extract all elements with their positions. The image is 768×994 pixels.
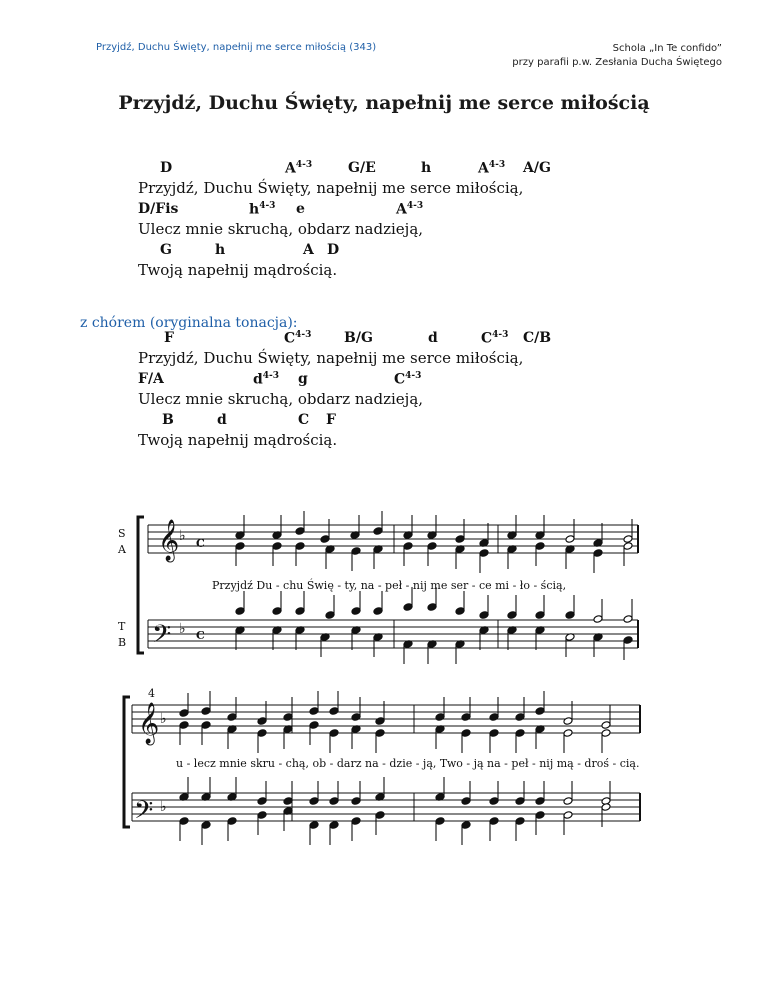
chord: $C^{4-3}$ [481, 330, 509, 347]
sheet-music-score [0, 505, 768, 845]
chord: d [217, 412, 227, 428]
lyric-line: Przyjdź, Duchu Święty, napełnij me serce miłością, [138, 179, 524, 197]
measure-number: 4 [148, 687, 155, 700]
chord: G [160, 242, 172, 258]
header-song-reference: Przyjdź, Duchu Święty, napełnij me serce miłością (343) [96, 42, 377, 53]
chord: e [296, 201, 305, 217]
chord: $d^{4-3}$ [253, 371, 280, 388]
chord: A [303, 242, 314, 258]
chord: g [298, 371, 308, 387]
label-alto: A [118, 543, 126, 556]
score-lyrics-system-2: u - lecz mnie skru - chą, ob - darz na - dzie - ją, Two - ją na - peł - nij mą - droś - cią. [176, 757, 640, 770]
chord: $C^{4-3}$ [394, 371, 422, 388]
chord: D [160, 160, 173, 176]
chord: h [421, 160, 432, 176]
header-schola-name: Schola „In Te confido” [612, 43, 722, 54]
bass-clef-icon: 𝄢 [152, 620, 172, 655]
lyric-line: Przyjdź, Duchu Święty, napełnij me serce miłością, [138, 349, 524, 367]
chord: F/A [138, 371, 164, 387]
chord: $A^{4-3}$ [396, 201, 424, 218]
system-bracket [138, 517, 144, 653]
flat-icon: ♭ [179, 529, 186, 544]
label-bass: B [118, 636, 127, 649]
verse-block-2 [138, 328, 552, 451]
chord: $h^{4-3}$ [249, 201, 276, 218]
song-title: Przyjdź, Duchu Święty, napełnij me serce miłością [118, 92, 650, 114]
chord: $A^{4-3}$ [285, 160, 313, 177]
chord-line [138, 328, 552, 348]
chord-line [138, 199, 523, 219]
chord: C/B [523, 330, 552, 346]
lyric-line: Twoją napełnij mądrością. [138, 431, 338, 449]
chord: $C^{4-3}$ [284, 330, 312, 347]
chord: G/E [348, 160, 376, 176]
lyric-line: Ulecz mnie skruchą, obdarz nadzieją, [138, 390, 424, 408]
score-lyrics-system-1: Przyjdź Du - chu Świę - ty, na - peł - nij me ser - ce mi - ło - ścią, [212, 579, 567, 592]
chord-line [138, 240, 523, 260]
treble-clef-icon: 𝄞 [138, 703, 160, 744]
time-signature: C [196, 629, 205, 642]
chord: F [164, 330, 174, 346]
chord-line [138, 369, 523, 389]
time-signature: C [196, 537, 205, 550]
flat-icon: ♭ [160, 800, 167, 815]
chord-line [138, 158, 551, 178]
chord: F [326, 412, 336, 428]
chord: B/G [344, 330, 373, 346]
chord: d [428, 330, 438, 346]
flat-icon: ♭ [179, 622, 186, 637]
flat-icon: ♭ [160, 712, 167, 727]
chord: D/Fis [138, 201, 179, 217]
chord: h [215, 242, 226, 258]
chord: $A^{4-3}$ [478, 160, 506, 177]
chord: C [298, 412, 310, 428]
chord-line [138, 410, 523, 430]
lyric-line: Twoją napełnij mądrością. [138, 261, 338, 279]
verse-block-1 [138, 158, 551, 281]
header-parish-name: przy parafii p.w. Zesłania Ducha Świętego [512, 57, 722, 68]
choir-version-label: z chórem (oryginalna tonacja): [80, 315, 298, 331]
score-system-1 [117, 511, 638, 664]
score-system-2 [124, 687, 640, 845]
label-soprano: S [118, 527, 126, 540]
treble-clef-icon: 𝄞 [158, 520, 180, 561]
bass-staff [148, 620, 638, 648]
chord: D [327, 242, 340, 258]
lyric-line: Ulecz mnie skruchą, obdarz nadzieją, [138, 220, 424, 238]
treble-staff [148, 525, 638, 553]
bass-clef-icon: 𝄢 [134, 796, 154, 831]
chord: A/G [523, 160, 551, 176]
label-tenor: T [118, 620, 126, 633]
chord: B [162, 412, 174, 428]
header-schola-info [512, 42, 722, 70]
system-bracket [124, 697, 130, 827]
